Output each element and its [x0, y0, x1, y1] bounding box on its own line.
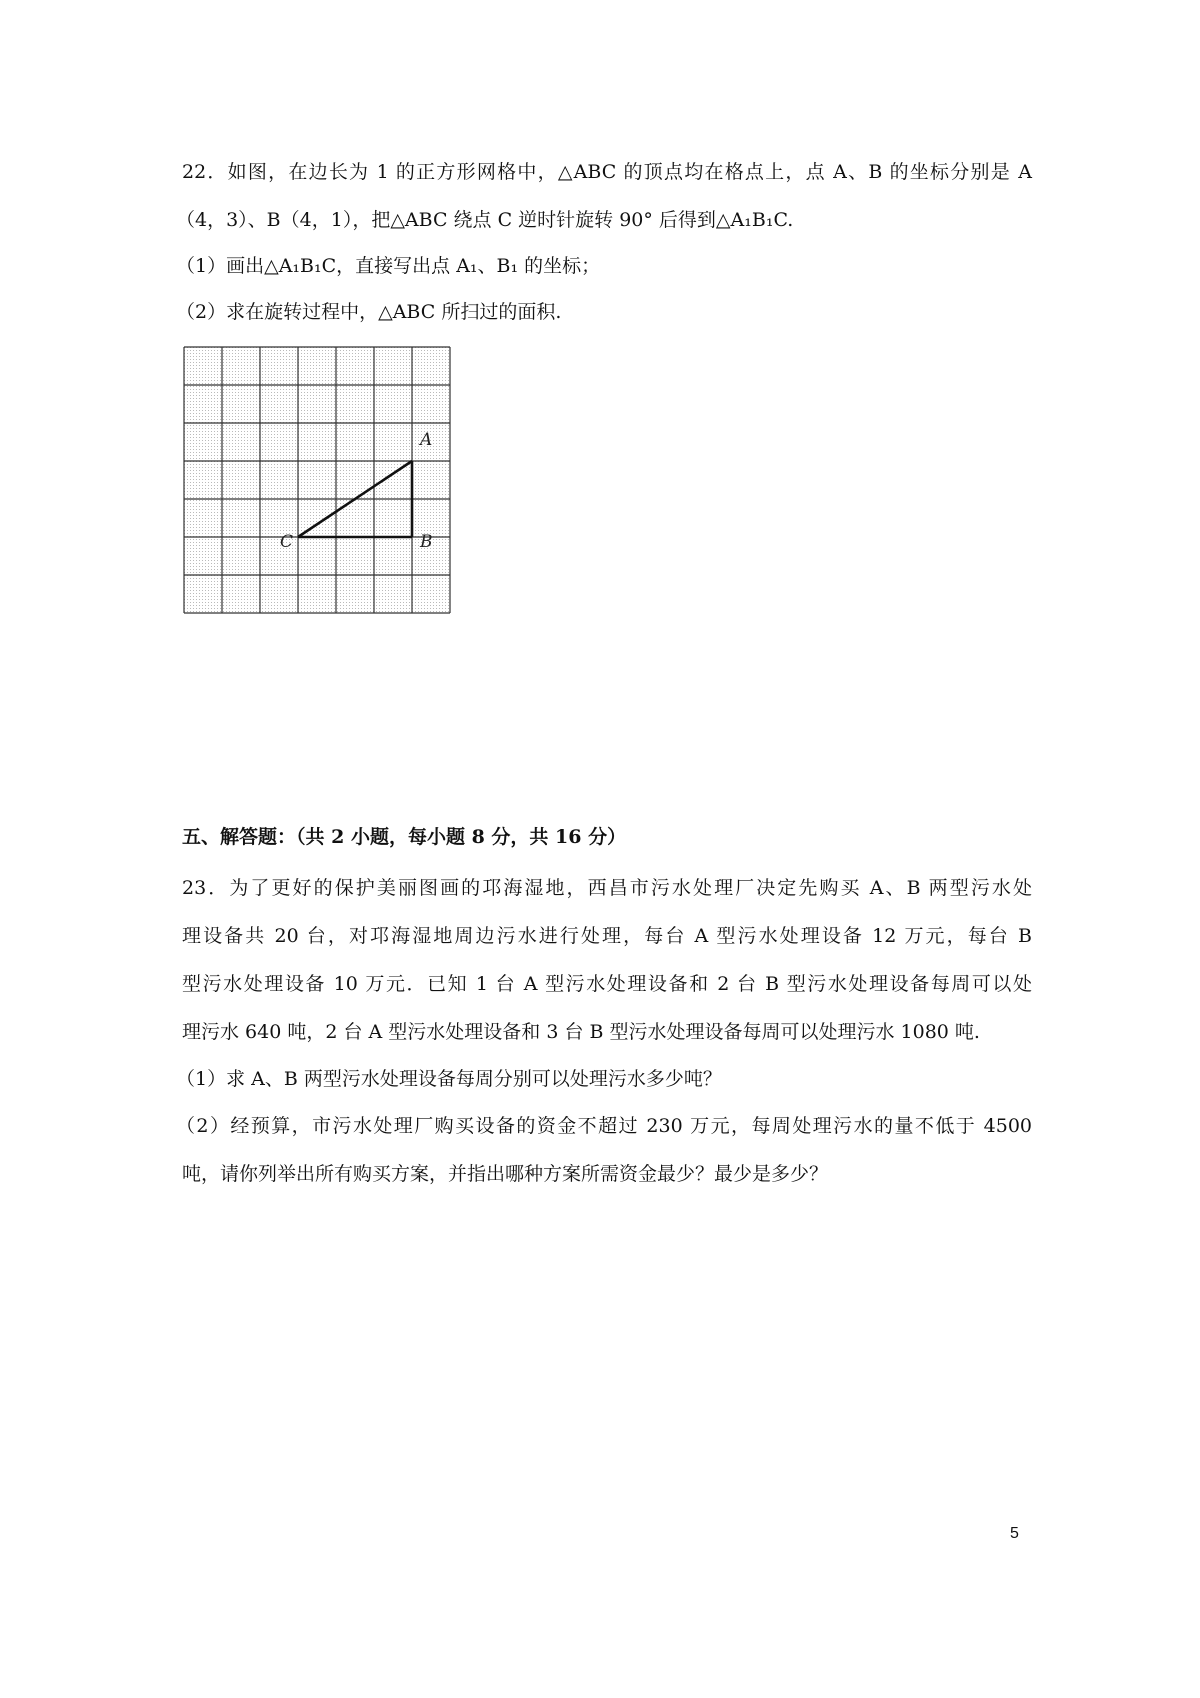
- grid-background: [184, 347, 450, 613]
- vertex-label-a: A: [420, 430, 433, 450]
- q22-text-line-2: （4，3）、B（4，1），把△ABC 绕点 C 逆时针旋转 90° 后得到△A₁B₁C.: [176, 209, 794, 231]
- q22-part-1: （1）画出△A₁B₁C，直接写出点 A₁、B₁ 的坐标；: [176, 255, 601, 277]
- q23-text-line-2: 理设备共 20 台，对邛海湿地周边污水进行处理，每台 A 型污水处理设备 12 万元，每台 B: [182, 925, 1032, 947]
- q23-part-2-line-1: （2）经预算，市污水处理厂购买设备的资金不超过 230 万元，每周处理污水的量不低于 4500: [176, 1115, 1032, 1137]
- section-5-heading: 五、解答题：（共 2 小题，每小题 8 分，共 16 分）: [182, 826, 627, 848]
- q23-text-line-3: 型污水处理设备 10 万元．已知 1 台 A 型污水处理设备和 2 台 B 型污水处理设备每周可以处: [182, 973, 1032, 995]
- vertex-label-c: C: [280, 532, 294, 552]
- page-number: 5: [1010, 1525, 1019, 1542]
- q23-text-line-1: 23．为了更好的保护美丽图画的邛海湿地，西昌市污水处理厂决定先购买 A、B 两型污水处: [182, 877, 1032, 899]
- vertex-label-b: B: [420, 532, 433, 552]
- q23-part-2-line-2: 吨，请你列举出所有购买方案，并指出哪种方案所需资金最少？最少是多少？: [182, 1163, 829, 1185]
- q22-text-line-1: 22．如图，在边长为 1 的正方形网格中，△ABC 的顶点均在格点上，点 A、B 的坐标分别是 A: [182, 161, 1032, 183]
- q22-part-2: （2）求在旋转过程中，△ABC 所扫过的面积.: [176, 301, 562, 323]
- q23-text-line-4: 理污水 640 吨，2 台 A 型污水处理设备和 3 台 B 型污水处理设备每周可以处理污水 1080 吨.: [182, 1021, 980, 1043]
- q23-part-1: （1）求 A、B 两型污水处理设备每周分别可以处理污水多少吨？: [176, 1068, 722, 1090]
- triangle-grid-figure: [180, 343, 456, 619]
